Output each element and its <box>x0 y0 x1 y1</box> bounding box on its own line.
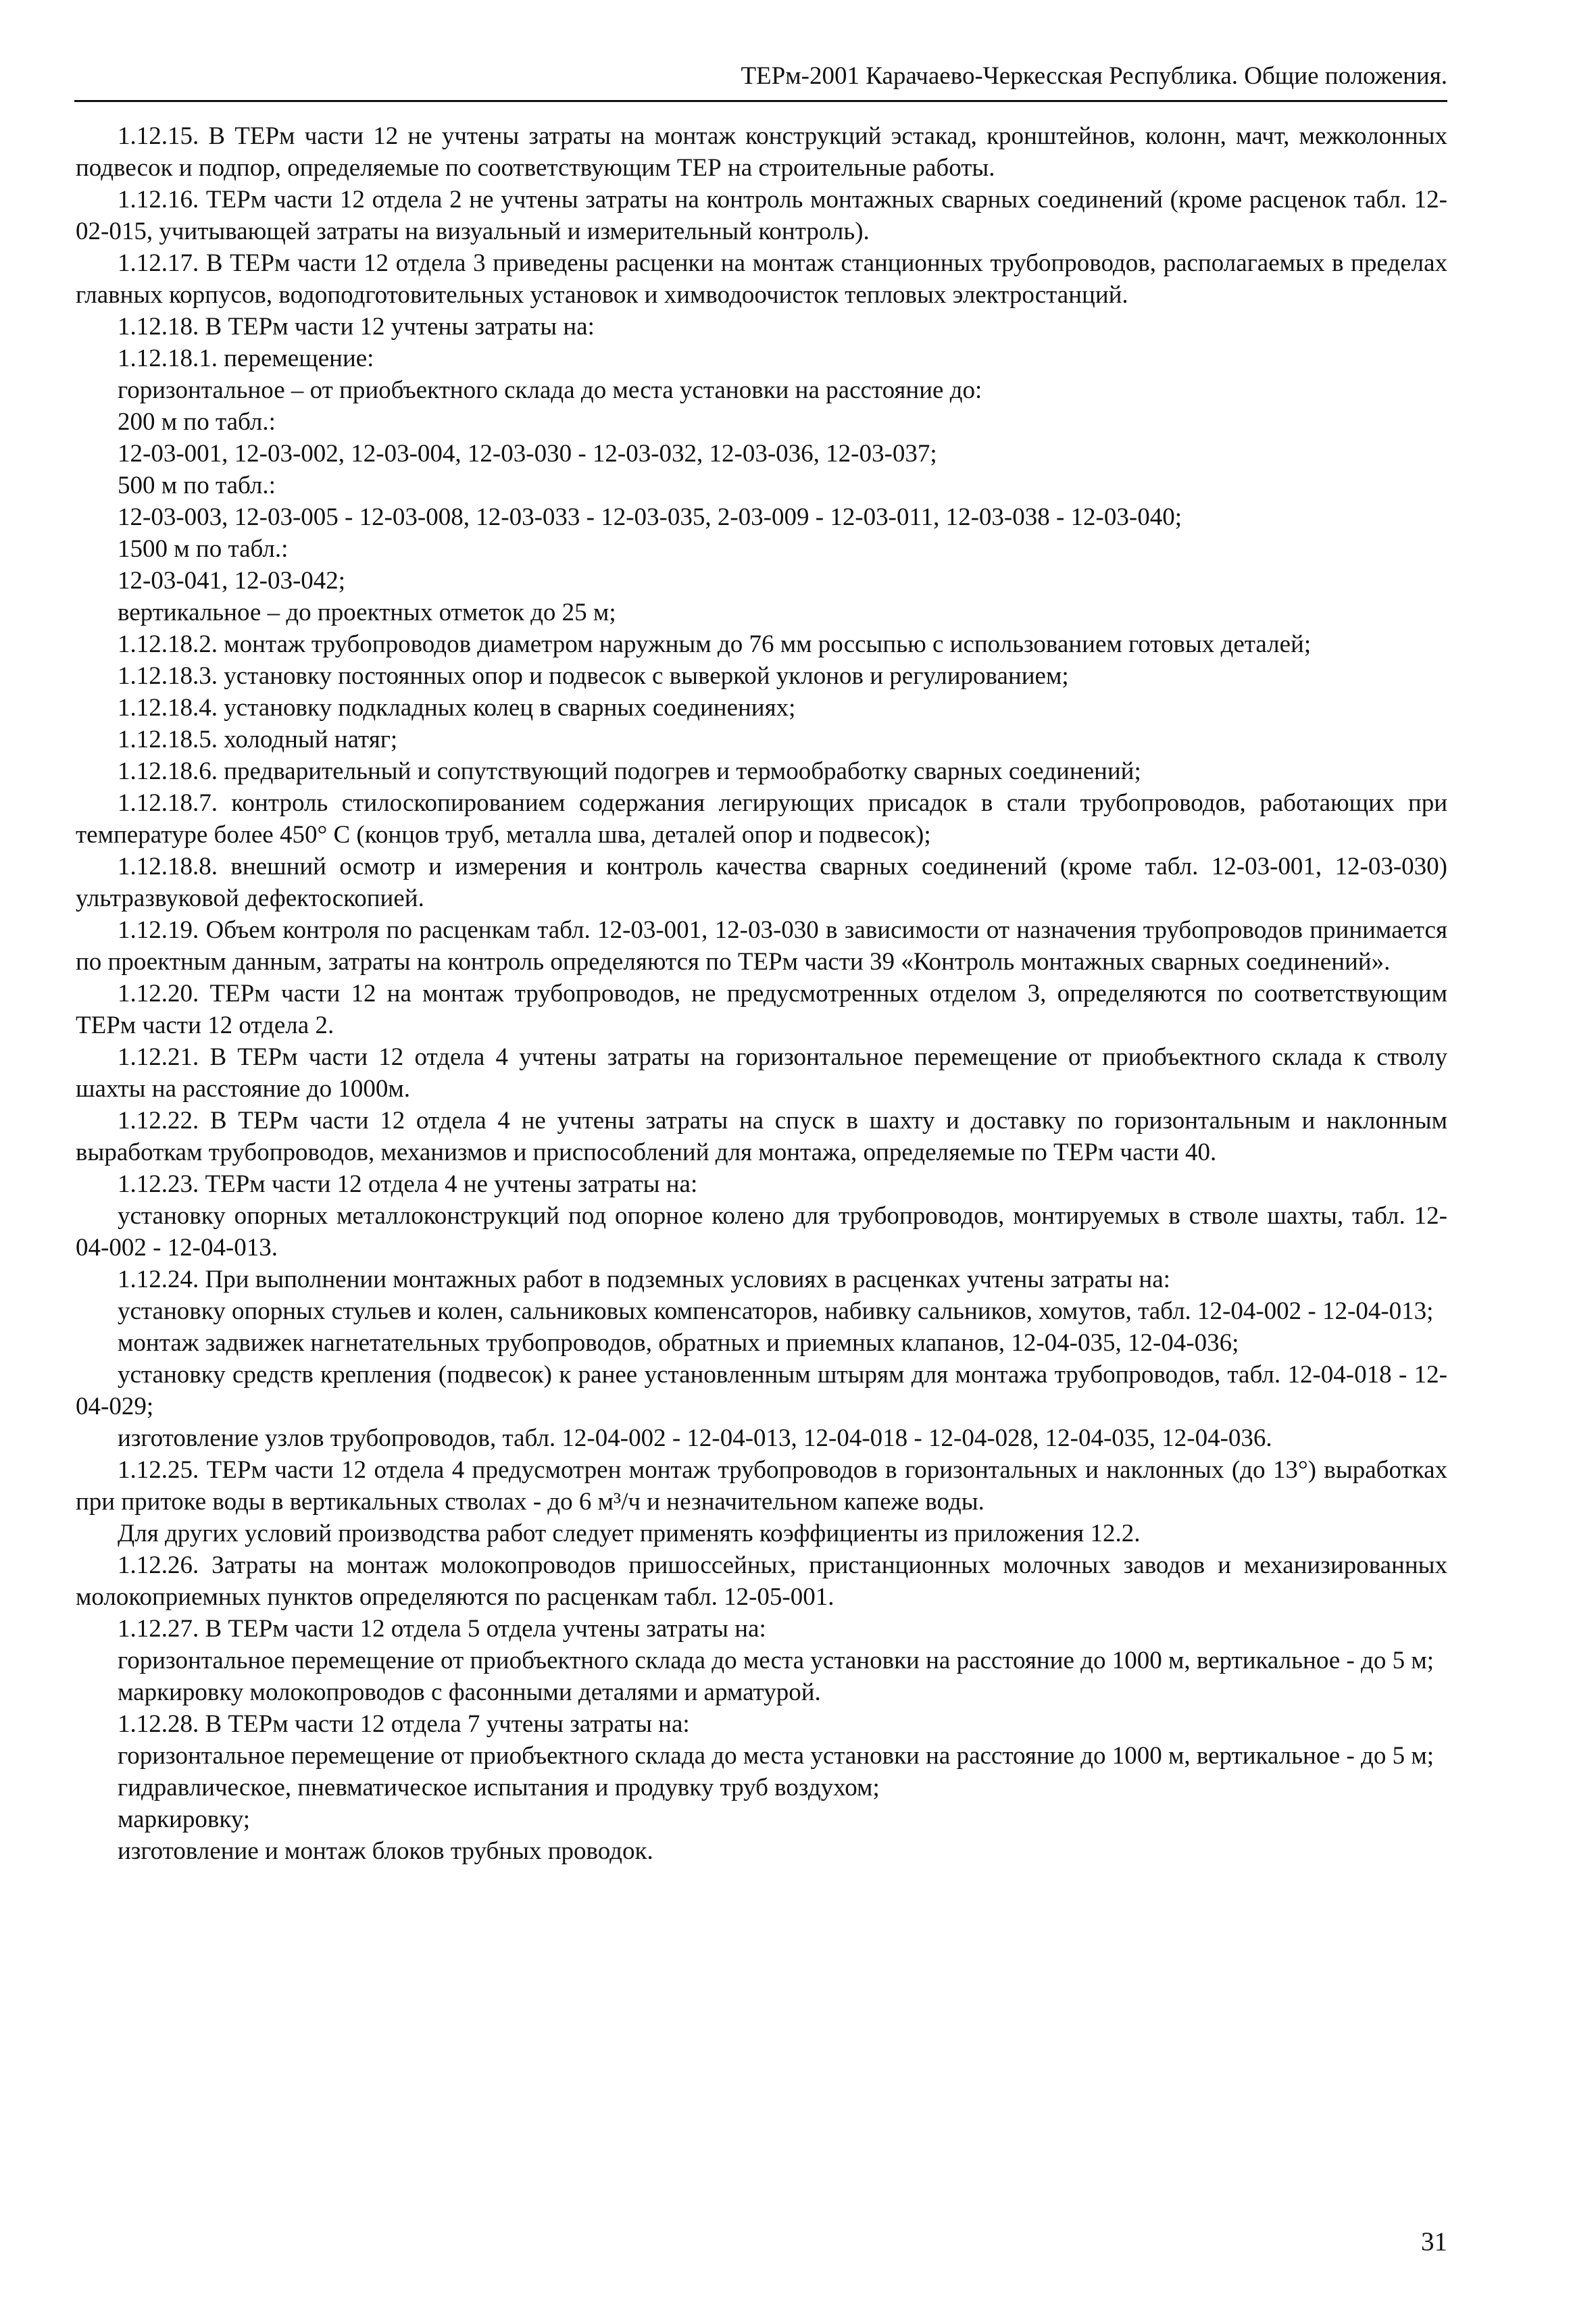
paragraph: 12-03-001, 12-03-002, 12-03-004, 12-03-030 - 12-03-032, 12-03-036, 12-03-037; <box>118 440 937 468</box>
paragraph: 1.12.17. В ТЕРм части 12 отдела 3 приведены расценки на монтаж станционных трубопроводов, располагаемых в пределах главных корпусов, водоподготовительных установок и химводоочисток тепловых электростанций. <box>76 249 1447 309</box>
paragraph: горизонтальное – от приобъектного склада до места установки на расстояние до: <box>118 376 982 404</box>
paragraph: горизонтальное перемещение от приобъектного склада до места установки на расстояние до 1000 м, вертикальное - до 5 м; <box>118 1647 1435 1674</box>
paragraph: 1.12.23. ТЕРм части 12 отдела 4 не учтены затраты на: <box>118 1170 698 1198</box>
paragraph: 1.12.18.1. перемещение: <box>118 345 374 372</box>
page-header: ТЕРм-2001 Карачаево-Черкесская Республика. Общие положения. <box>741 62 1447 90</box>
paragraph: 1.12.16. ТЕРм части 12 отдела 2 не учтены затраты на контроль монтажных сварных соединений (кроме расценок табл. 12-02-015, учитывающей затраты на визуальный и измерительный контроль). <box>76 186 1447 245</box>
paragraph: 1.12.19. Объем контроля по расценкам табл. 12-03-001, 12-03-030 в зависимости от назначения трубопроводов принимается по проектным данным, затраты на контроль определяются по ТЕРм части 39 «Контроль монтажных сварных соединений». <box>76 916 1447 976</box>
paragraph: 1.12.26. Затраты на монтаж молокопроводов пришоссейных, пристанционных молочных заводов и механизированных молокоприемных пунктов определяются по расценкам табл. 12-05-001. <box>76 1551 1447 1611</box>
paragraph: установку опорных стульев и колен, сальниковых компенсаторов, набивку сальников, хомутов, табл. 12-04-002 - 12-04-013; <box>118 1297 1434 1325</box>
paragraph: 1.12.28. В ТЕРм части 12 отдела 7 учтены затраты на: <box>118 1710 690 1738</box>
paragraph: 1.12.22. В ТЕРм части 12 отдела 4 не учтены затраты на спуск в шахту и доставку по горизонтальным и наклонным выработкам трубопроводов, механизмов и приспособлений для монтажа, определяемые по ТЕРм части 40. <box>76 1107 1447 1166</box>
paragraph: маркировку; <box>118 1806 251 1833</box>
paragraph: 1.12.18.7. контроль стилоскопированием содержания легирующих присадок в стали трубопроводов, работающих при температуре более 450° С (концов труб, металла шва, деталей опор и подвесок); <box>76 789 1447 849</box>
paragraph: 1.12.18.3. установку постоянных опор и подвесок с выверкой уклонов и регулированием; <box>118 662 1069 690</box>
document-body <box>76 120 1447 1867</box>
paragraph: 1.12.18. В ТЕРм части 12 учтены затраты на: <box>118 313 595 341</box>
paragraph: 1500 м по табл.: <box>118 535 289 563</box>
paragraph: 12-03-003, 12-03-005 - 12-03-008, 12-03-033 - 12-03-035, 2-03-009 - 12-03-011, 12-03-038 - 12-03-040; <box>118 503 1182 531</box>
paragraph: 1.12.18.2. монтаж трубопроводов диаметром наружным до 76 мм россыпью с использованием готовых деталей; <box>118 630 1312 658</box>
paragraph: 12-03-041, 12-03-042; <box>118 567 346 595</box>
paragraph: 1.12.21. В ТЕРм части 12 отдела 4 учтены затраты на горизонтальное перемещение от приобъектного склада к стволу шахты на расстояние до 1000м. <box>76 1043 1447 1103</box>
paragraph: 1.12.15. В ТЕРм части 12 не учтены затраты на монтаж конструкций эстакад, кронштейнов, колонн, мачт, межколонных подвесок и подпор, определяемые по соответствующим ТЕР на строительные работы. <box>76 122 1447 182</box>
paragraph: монтаж задвижек нагнетательных трубопроводов, обратных и приемных клапанов, 12-04-035, 12-04-036; <box>118 1329 1239 1357</box>
paragraph: вертикальное – до проектных отметок до 25 м; <box>118 599 616 626</box>
paragraph: 1.12.18.5. холодный натяг; <box>118 726 398 753</box>
paragraph: изготовление и монтаж блоков трубных проводок. <box>118 1837 653 1865</box>
header-divider <box>74 100 1447 102</box>
paragraph: 1.12.20. ТЕРм части 12 на монтаж трубопроводов, не предусмотренных отделом 3, определяются по соответствующим ТЕРм части 12 отдела 2. <box>76 980 1447 1039</box>
paragraph: установку опорных металлоконструкций под опорное колено для трубопроводов, монтируемых в стволе шахты, табл. 12-04-002 - 12-04-013. <box>76 1202 1447 1262</box>
paragraph: маркировку молокопроводов с фасонными деталями и арматурой. <box>118 1678 821 1706</box>
paragraph: горизонтальное перемещение от приобъектного склада до места установки на расстояние до 1000 м, вертикальное - до 5 м; <box>118 1742 1435 1770</box>
paragraph: изготовление узлов трубопроводов, табл. 12-04-002 - 12-04-013, 12-04-018 - 12-04-028, 12-04-035, 12-04-036. <box>118 1424 1272 1452</box>
paragraph: 1.12.18.8. внешний осмотр и измерения и контроль качества сварных соединений (кроме табл. 12-03-001, 12-03-030) ультразвуковой дефектоскопией. <box>76 853 1447 912</box>
paragraph: 500 м по табл.: <box>118 472 276 499</box>
paragraph: 200 м по табл.: <box>118 408 276 436</box>
paragraph: 1.12.18.4. установку подкладных колец в сварных соединениях; <box>118 694 796 722</box>
paragraph: установку средств крепления (подвесок) к ранее установленным штырям для монтажа трубопроводов, табл. 12-04-018 - 12-04-029; <box>76 1361 1447 1420</box>
paragraph: Для других условий производства работ следует применять коэффициенты из приложения 12.2. <box>118 1520 1141 1547</box>
paragraph: 1.12.24. При выполнении монтажных работ в подземных условиях в расценках учтены затраты на: <box>118 1266 1170 1293</box>
page-number: 31 <box>1421 2227 1447 2256</box>
paragraph: 1.12.27. В ТЕРм части 12 отдела 5 отдела учтены затраты на: <box>118 1615 766 1643</box>
paragraph: 1.12.18.6. предварительный и сопутствующий подогрев и термообработку сварных соединений; <box>118 757 1141 785</box>
paragraph: гидравлическое, пневматическое испытания и продувку труб воздухом; <box>118 1774 880 1801</box>
paragraph: 1.12.25. ТЕРм части 12 отдела 4 предусмотрен монтаж трубопроводов в горизонтальных и наклонных (до 13°) выработках при притоке воды в вертикальных стволах - до 6 м³/ч и незначительном капеже воды. <box>76 1456 1447 1516</box>
